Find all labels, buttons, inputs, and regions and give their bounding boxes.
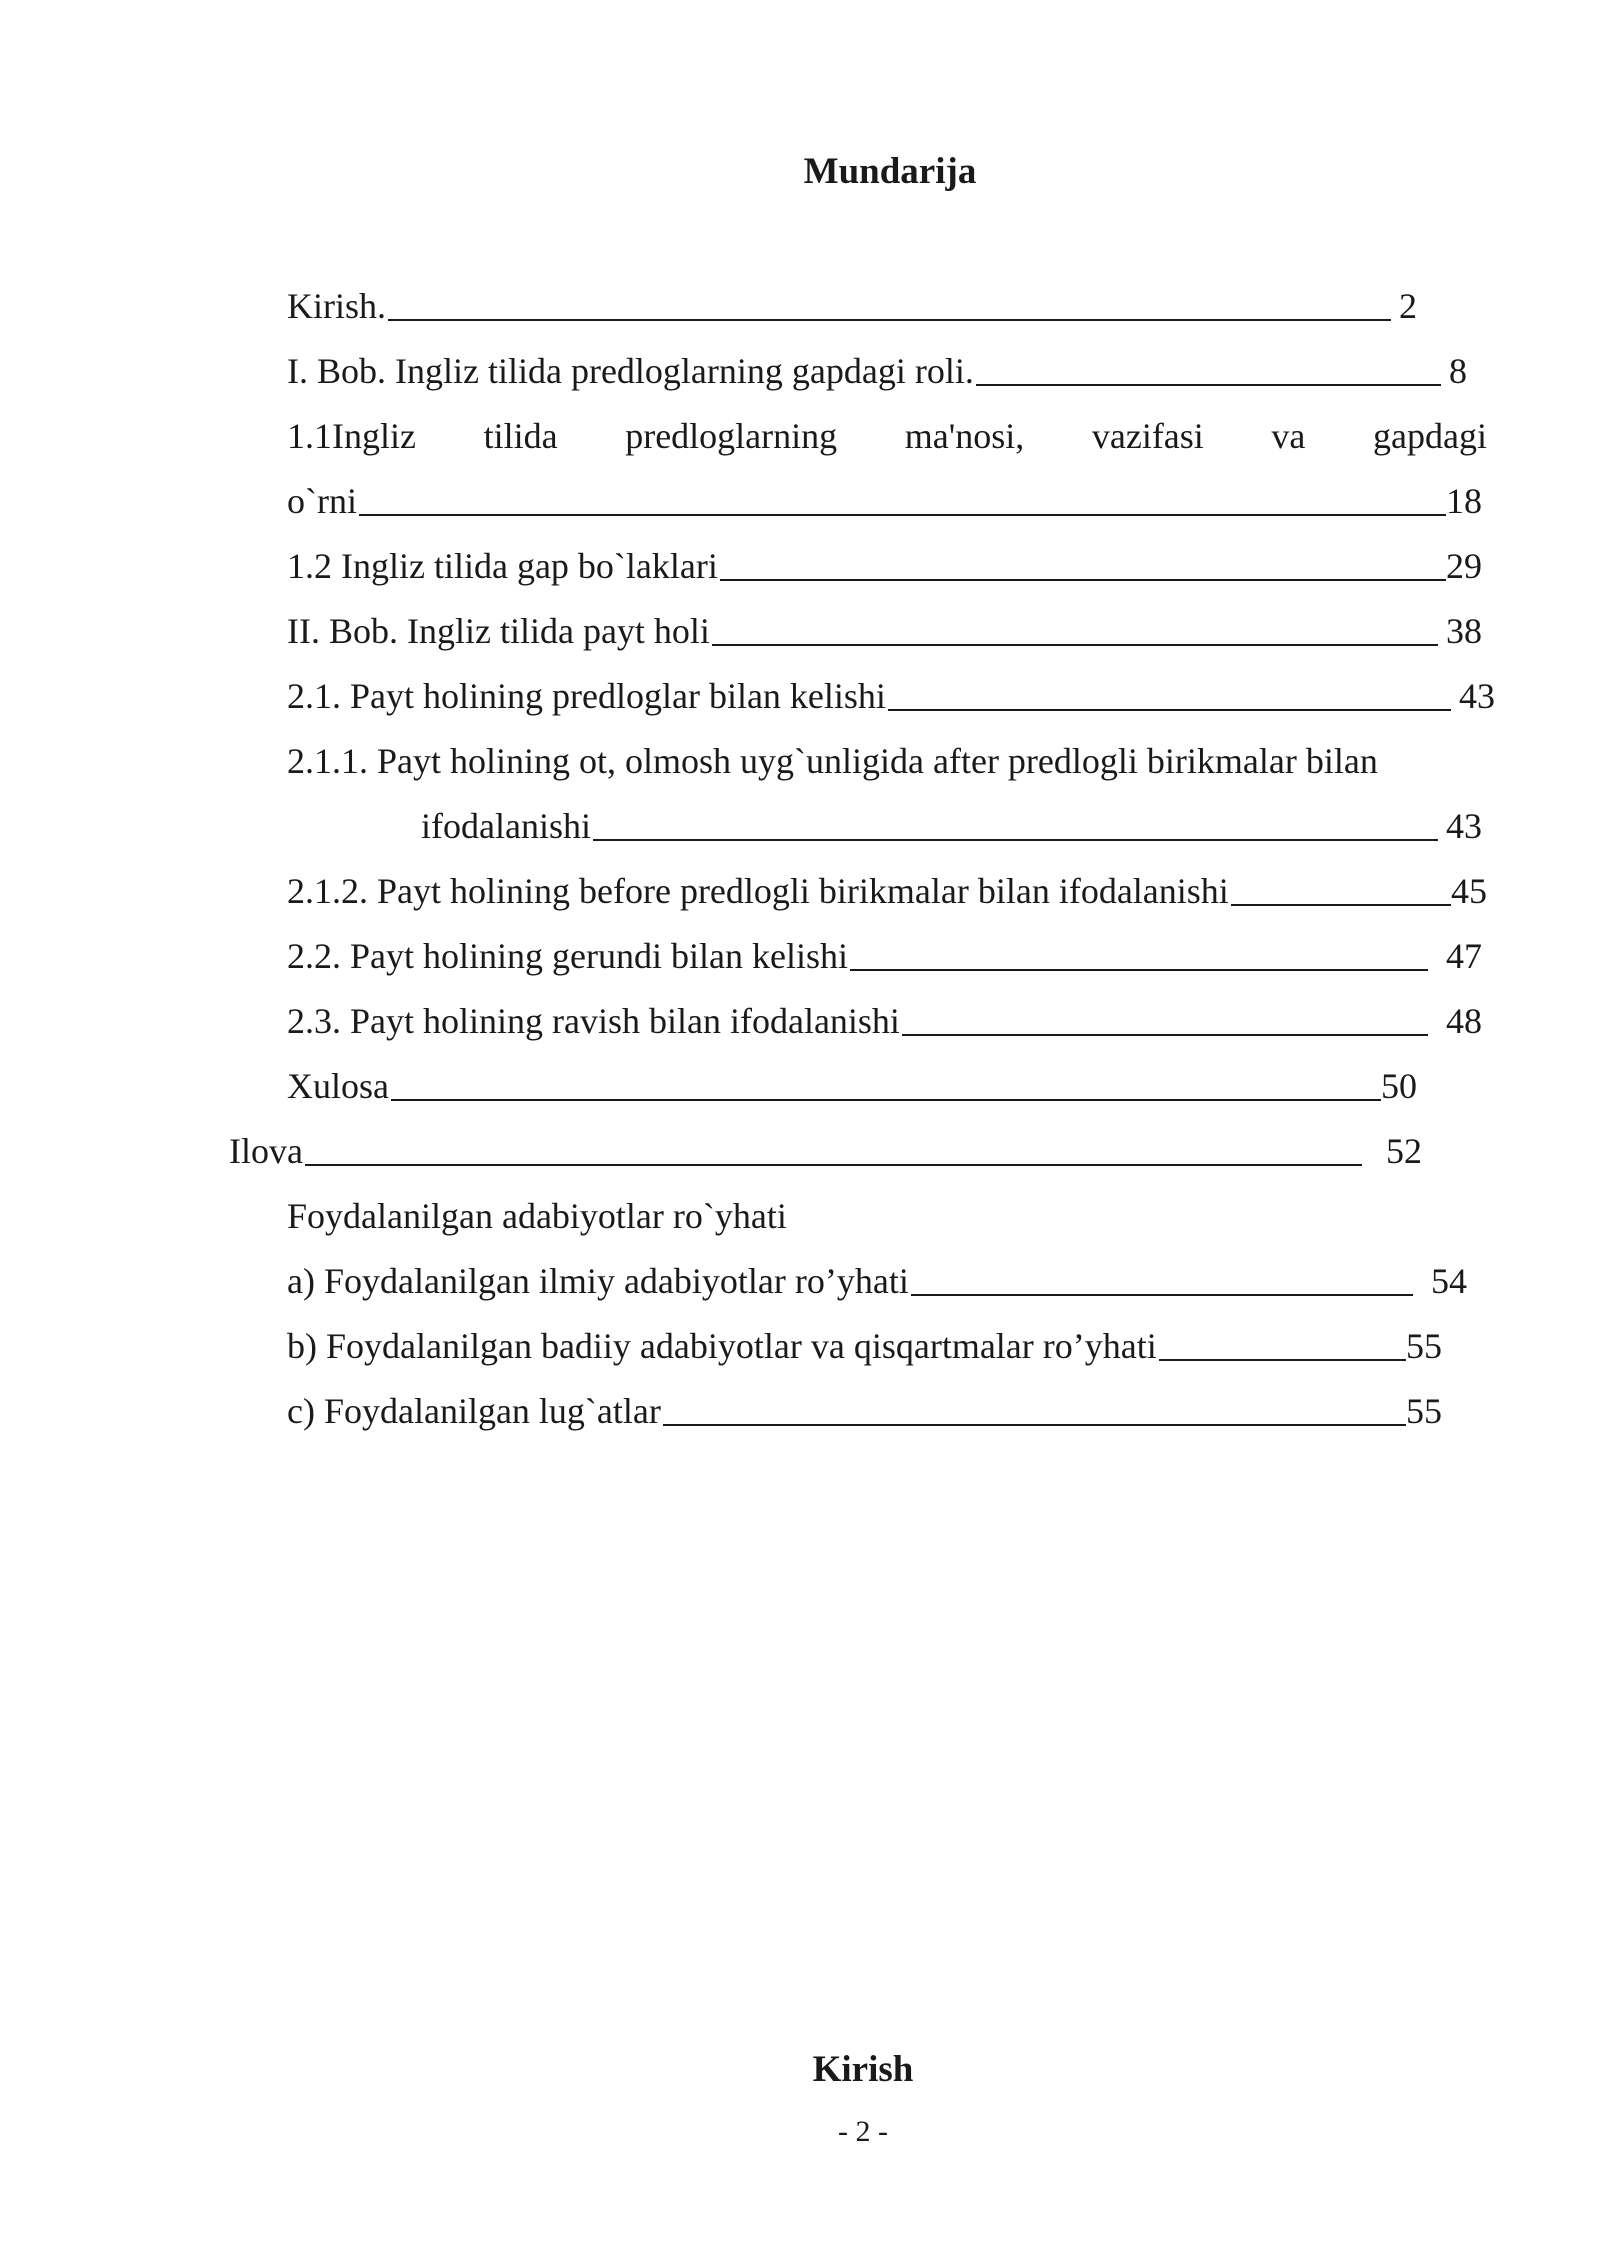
toc-entry-text: 2.3. Payt holining ravish bilan ifodalanishi (287, 1001, 900, 1041)
toc-word: 1.1Ingliz (287, 416, 416, 456)
toc-entry-section-1-1[interactable] (287, 414, 1487, 458)
toc-entry-section-2-1-1[interactable] (287, 739, 1378, 783)
page-title: Mundarija (803, 151, 977, 192)
toc-word: ma'nosi, (904, 416, 1025, 456)
toc-entry-references-c[interactable] (287, 1389, 1442, 1433)
toc-entry-section-1-1-cont[interactable] (287, 479, 1482, 523)
toc-page-number: 54 (1431, 1261, 1467, 1301)
toc-entry-text: 2.1.2. Payt holining before predlogli birikmalar bilan ifodalanishi (287, 871, 1229, 911)
toc-entry-text: Ilova (229, 1131, 303, 1171)
toc-entry-text: Xulosa (287, 1066, 389, 1106)
toc-entry-text: 2.1. Payt holining predloglar bilan kelishi (287, 676, 886, 716)
toc-entry-section-2-1[interactable] (287, 674, 1495, 718)
toc-page-number: 55 (1406, 1391, 1442, 1431)
toc-page-number: 18 (1446, 481, 1482, 521)
toc-leader-line (976, 384, 1441, 386)
toc-leader-line (1231, 904, 1451, 906)
toc-page-number: 45 (1451, 871, 1487, 911)
toc-entry-section-2-1-2[interactable] (287, 869, 1487, 913)
toc-entry-text: o`rni (287, 481, 357, 521)
toc-entry-section-2-1-1-cont[interactable] (421, 804, 1482, 848)
toc-leader-line (663, 1424, 1406, 1426)
toc-word: gapdagi (1373, 416, 1487, 456)
toc-entry-text: II. Bob. Ingliz tilida payt holi (287, 611, 710, 651)
toc-entry-text: I. Bob. Ingliz tilida predloglarning gapdagi roli. (287, 351, 974, 391)
toc-entry-chapter-2[interactable] (287, 609, 1482, 653)
toc-leader-line (712, 644, 1438, 646)
toc-leader-line (391, 1099, 1381, 1101)
toc-entry-section-1-2[interactable] (287, 544, 1482, 588)
toc-entry-text: Kirish. (287, 286, 386, 326)
toc-entry-text: 2.1.1. Payt holining ot, olmosh uyg`unligida after predlogli birikmalar bilan (287, 741, 1378, 781)
toc-entry-text: Foydalanilgan adabiyotlar ro`yhati (287, 1196, 787, 1236)
toc-entry-chapter-1[interactable] (287, 349, 1467, 393)
toc-entry-section-2-3[interactable] (287, 999, 1482, 1043)
toc-page-number: 38 (1446, 611, 1482, 651)
toc-word: tilida (483, 416, 558, 456)
toc-entry-text: ifodalanishi (421, 806, 591, 846)
toc-entry-references-b[interactable] (287, 1324, 1442, 1368)
toc-entry-ilova[interactable] (229, 1129, 1422, 1173)
toc-page-number: 55 (1406, 1326, 1442, 1366)
toc-entry-text: b) Foydalanilgan badiiy adabiyotlar va qisqartmalar ro’yhati (287, 1326, 1157, 1366)
toc-leader-line (593, 839, 1438, 841)
toc-leader-line (720, 579, 1446, 581)
toc-leader-line (359, 514, 1446, 516)
toc-entry-references-a[interactable] (287, 1259, 1467, 1303)
toc-page-number: 48 (1446, 1001, 1482, 1041)
toc-page-number: 29 (1446, 546, 1482, 586)
toc-leader-line (388, 319, 1391, 321)
toc-page-number: 47 (1446, 936, 1482, 976)
next-section-heading: Kirish (812, 2049, 914, 2090)
toc-leader-line (902, 1034, 1428, 1036)
toc-page-number: 43 (1459, 676, 1495, 716)
toc-page-number: 43 (1446, 806, 1482, 846)
toc-page-number: 52 (1386, 1131, 1422, 1171)
toc-page-number: 8 (1449, 351, 1467, 391)
toc-word: va (1271, 416, 1306, 456)
toc-entry-text: 1.2 Ingliz tilida gap bo`laklari (287, 546, 718, 586)
toc-page-number: 50 (1381, 1066, 1417, 1106)
toc-page-number: 2 (1399, 286, 1417, 326)
toc-leader-line (850, 969, 1428, 971)
toc-word: vazifasi (1091, 416, 1204, 456)
toc-leader-line (911, 1294, 1413, 1296)
toc-entry-text: a) Foydalanilgan ilmiy adabiyotlar ro’yhati (287, 1261, 909, 1301)
toc-leader-line (888, 709, 1451, 711)
toc-leader-line (305, 1164, 1362, 1166)
toc-entry-section-2-2[interactable] (287, 934, 1482, 978)
toc-entry-kirish[interactable] (287, 284, 1417, 328)
toc-word: predloglarning (625, 416, 838, 456)
toc-entry-xulosa[interactable] (287, 1064, 1417, 1108)
toc-entry-text: 2.2. Payt holining gerundi bilan kelishi (287, 936, 848, 976)
page-footer-number: - 2 - (838, 2115, 888, 2148)
toc-entry-references-heading[interactable] (287, 1194, 787, 1238)
toc-leader-line (1159, 1359, 1406, 1361)
toc-entry-text: c) Foydalanilgan lug`atlar (287, 1391, 661, 1431)
